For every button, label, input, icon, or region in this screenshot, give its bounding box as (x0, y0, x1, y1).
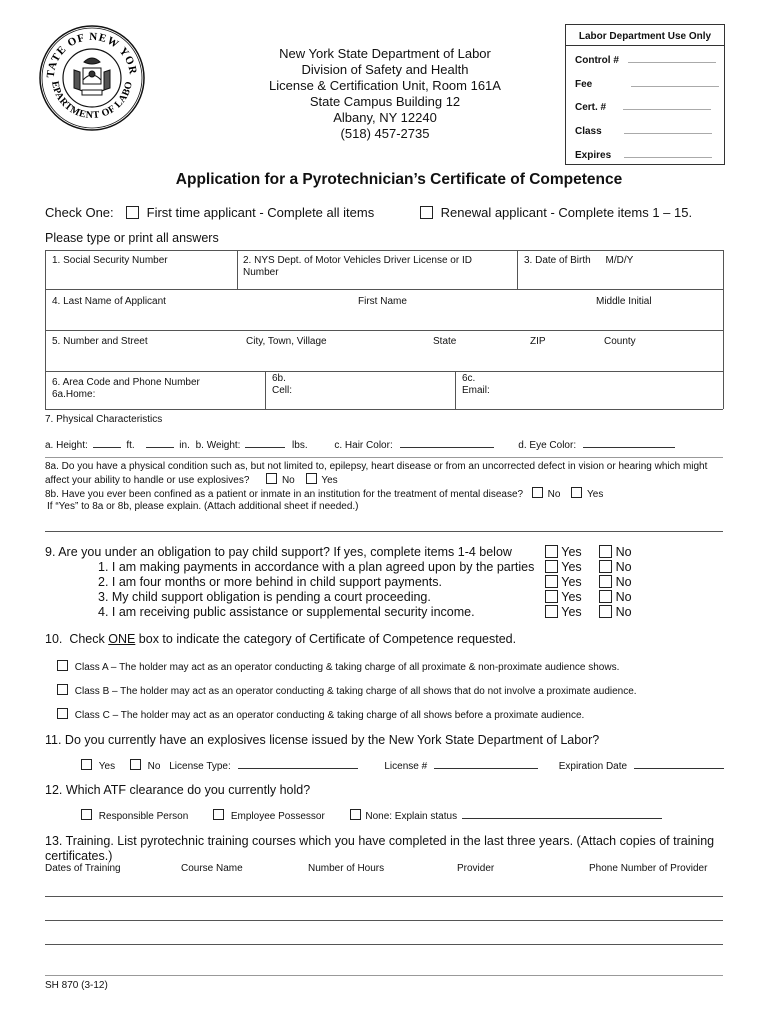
first-time-checkbox[interactable] (126, 206, 139, 219)
q9-3-yes-checkbox[interactable] (545, 590, 558, 603)
date-of-birth-field[interactable]: 3. Date of Birth M/D/Y (524, 255, 634, 266)
responsible-person-checkbox[interactable] (81, 809, 92, 820)
class-b-checkbox[interactable] (57, 684, 68, 695)
renewal-applicant-option[interactable]: Renewal applicant - Complete items 1 – 15. (420, 205, 692, 220)
q8-explanation-line[interactable] (45, 531, 723, 532)
form-number: SH 870 (3-12) (45, 980, 108, 991)
class-b-option[interactable]: Class B – The holder may act as an operator conducting & taking charge of all shows that do not involve a proximate audience. (57, 684, 637, 697)
weight-input[interactable] (245, 438, 285, 448)
training-col-hours: Number of Hours (308, 863, 385, 874)
question-8a: 8a. Do you have a physical condition such as, but not limited to, epilepsy, heart disease or from an uncorrected defect in vision or hearing which might affect your ability to handle or use explosives? No Yes 8b. Have you ever been confined as a patient or inmate in an institution for the treatment of mental disease? No Yes If “Yes” to 8a or 8b, please explain. (Attach additional sheet if needed.) (45, 461, 735, 513)
question-11: 11. Do you currently have an explosives license issued by the New York State Department of Labor? (45, 733, 600, 747)
eye-color-input[interactable] (583, 438, 675, 448)
header-line: New York State Department of Labor (279, 46, 491, 61)
q9-2-no-checkbox[interactable] (599, 575, 612, 588)
hair-color-input[interactable] (400, 438, 494, 448)
training-row-line[interactable] (45, 944, 723, 945)
q9-item-1: 1. I am making payments in accordance with a plan agreed upon by the parties (98, 560, 535, 574)
q8a-no-checkbox[interactable] (266, 473, 277, 484)
q9-item-2: 2. I am four months or more behind in child support payments. (98, 575, 442, 589)
renewal-checkbox[interactable] (420, 206, 433, 219)
state-seal (38, 24, 146, 132)
header-line: Division of Safety and Health (301, 62, 469, 77)
first-time-applicant-option[interactable]: First time applicant - Complete all items (126, 205, 374, 220)
department-address-block (250, 46, 520, 142)
q9-1-yes-checkbox[interactable] (545, 560, 558, 573)
q9-4-no-checkbox[interactable] (599, 605, 612, 618)
email-field[interactable]: 6c. Email: (462, 373, 490, 396)
q9-2-yes-checkbox[interactable] (545, 575, 558, 588)
license-number-input[interactable] (434, 759, 538, 769)
q11-answer-row: Yes No License Type: License # Expiration Date (81, 759, 724, 772)
first-name-field[interactable]: First Name (358, 296, 407, 307)
q9-item-4: 4. I am receiving public assistance or supplemental security income. (98, 605, 475, 619)
control-number-field[interactable]: Control # (575, 55, 716, 66)
class-a-checkbox[interactable] (57, 660, 68, 671)
header-line: State Campus Building 12 (309, 94, 461, 109)
county-field[interactable]: County (604, 336, 636, 347)
q9-answers: Yes No Yes No Yes No Yes No Yes No (545, 545, 632, 620)
ssn-field[interactable]: 1. Social Security Number (52, 255, 168, 266)
training-row-line[interactable] (45, 896, 723, 897)
q9-yes-checkbox[interactable] (545, 545, 558, 558)
physical-characteristics-row: a. Height: ft. in. b. Weight: lbs. c. Hair Color: d. Eye Color: (45, 438, 675, 451)
street-field[interactable]: 5. Number and Street (52, 336, 148, 347)
expires-field[interactable]: Expires (575, 150, 712, 161)
training-row-line[interactable] (45, 920, 723, 921)
license-type-input[interactable] (238, 759, 358, 769)
fee-field[interactable]: Fee (575, 79, 719, 90)
expiration-date-input[interactable] (634, 759, 724, 769)
middle-initial-field[interactable]: Middle Initial (596, 296, 652, 307)
employee-possessor-checkbox[interactable] (213, 809, 224, 820)
none-checkbox[interactable] (350, 809, 361, 820)
q8b-no-checkbox[interactable] (532, 487, 543, 498)
class-c-checkbox[interactable] (57, 708, 68, 719)
q8b-yes-checkbox[interactable] (571, 487, 582, 498)
class-c-option[interactable]: Class C – The holder may act as an operator conducting & taking charge of all shows before a proximate audience. (57, 708, 584, 721)
question-9: 9. Are you under an obligation to pay child support? If yes, complete items 1-4 below (45, 545, 512, 559)
city-field[interactable]: City, Town, Village (246, 336, 327, 347)
form-title: Application for a Pyrotechnician’s Certificate of Competence (175, 171, 623, 188)
header-line: (518) 457-2735 (340, 126, 430, 141)
instruction-text: Please type or print all answers (45, 231, 219, 245)
height-feet-input[interactable] (93, 438, 121, 448)
q8a-yes-checkbox[interactable] (306, 473, 317, 484)
question-8b: 8b. Have you ever been confined as a patient or inmate in an institution for the treatment of mental disease? No Yes (45, 489, 604, 500)
q9-no-checkbox[interactable] (599, 545, 612, 558)
office-use-title: Labor Department Use Only (578, 31, 712, 42)
q9-item-3: 3. My child support obligation is pending a court proceeding. (98, 590, 431, 604)
cell-phone-field[interactable]: 6b. Cell: (272, 373, 293, 396)
height-inches-input[interactable] (146, 438, 174, 448)
training-col-course: Course Name (181, 863, 243, 874)
q11-yes-checkbox[interactable] (81, 759, 92, 770)
question-10: 10. Check ONE box to indicate the category of Certificate of Competence requested. (45, 632, 517, 646)
training-col-phone: Phone Number of Provider (589, 863, 708, 874)
q9-3-no-checkbox[interactable] (599, 590, 612, 603)
q11-no-checkbox[interactable] (130, 759, 141, 770)
home-phone-field[interactable]: 6. Area Code and Phone Number 6a.Home: (52, 377, 200, 400)
dmv-license-field[interactable]: 2. NYS Dept. of Motor Vehicles Driver License or ID Number (243, 255, 472, 278)
training-col-provider: Provider (457, 863, 495, 874)
class-field[interactable]: Class (575, 126, 712, 137)
class-a-option[interactable]: Class A – The holder may act as an operator conducting & taking charge of all proximate & non-proximate audience shows. (57, 660, 619, 673)
header-line: License & Certification Unit, Room 161A (269, 78, 501, 93)
state-field[interactable]: State (433, 336, 457, 347)
check-one-label: Check One: (45, 205, 114, 220)
question-12: 12. Which ATF clearance do you currently hold? (45, 783, 311, 797)
q12-answer-row: Responsible Person Employee Possessor None: Explain status (81, 809, 662, 822)
q9-4-yes-checkbox[interactable] (545, 605, 558, 618)
last-name-field[interactable]: 4. Last Name of Applicant (52, 296, 166, 307)
q9-1-no-checkbox[interactable] (599, 560, 612, 573)
header-line: Albany, NY 12240 (333, 110, 437, 125)
seal-inner-text: EPARTMENT OF LABO (49, 80, 135, 122)
cert-number-field[interactable]: Cert. # (575, 102, 711, 113)
zip-field[interactable]: ZIP (530, 336, 546, 347)
explain-status-input[interactable] (462, 809, 662, 819)
seal-outer-text: TATE OF NEW YOR (44, 30, 140, 79)
question-13: 13. Training. List pyrotechnic training courses which you have completed in the last three years. (Attach copies of training certificates.) (45, 834, 715, 863)
physical-characteristics-label: 7. Physical Characteristics (45, 414, 163, 425)
training-col-dates: Dates of Training (45, 863, 121, 874)
